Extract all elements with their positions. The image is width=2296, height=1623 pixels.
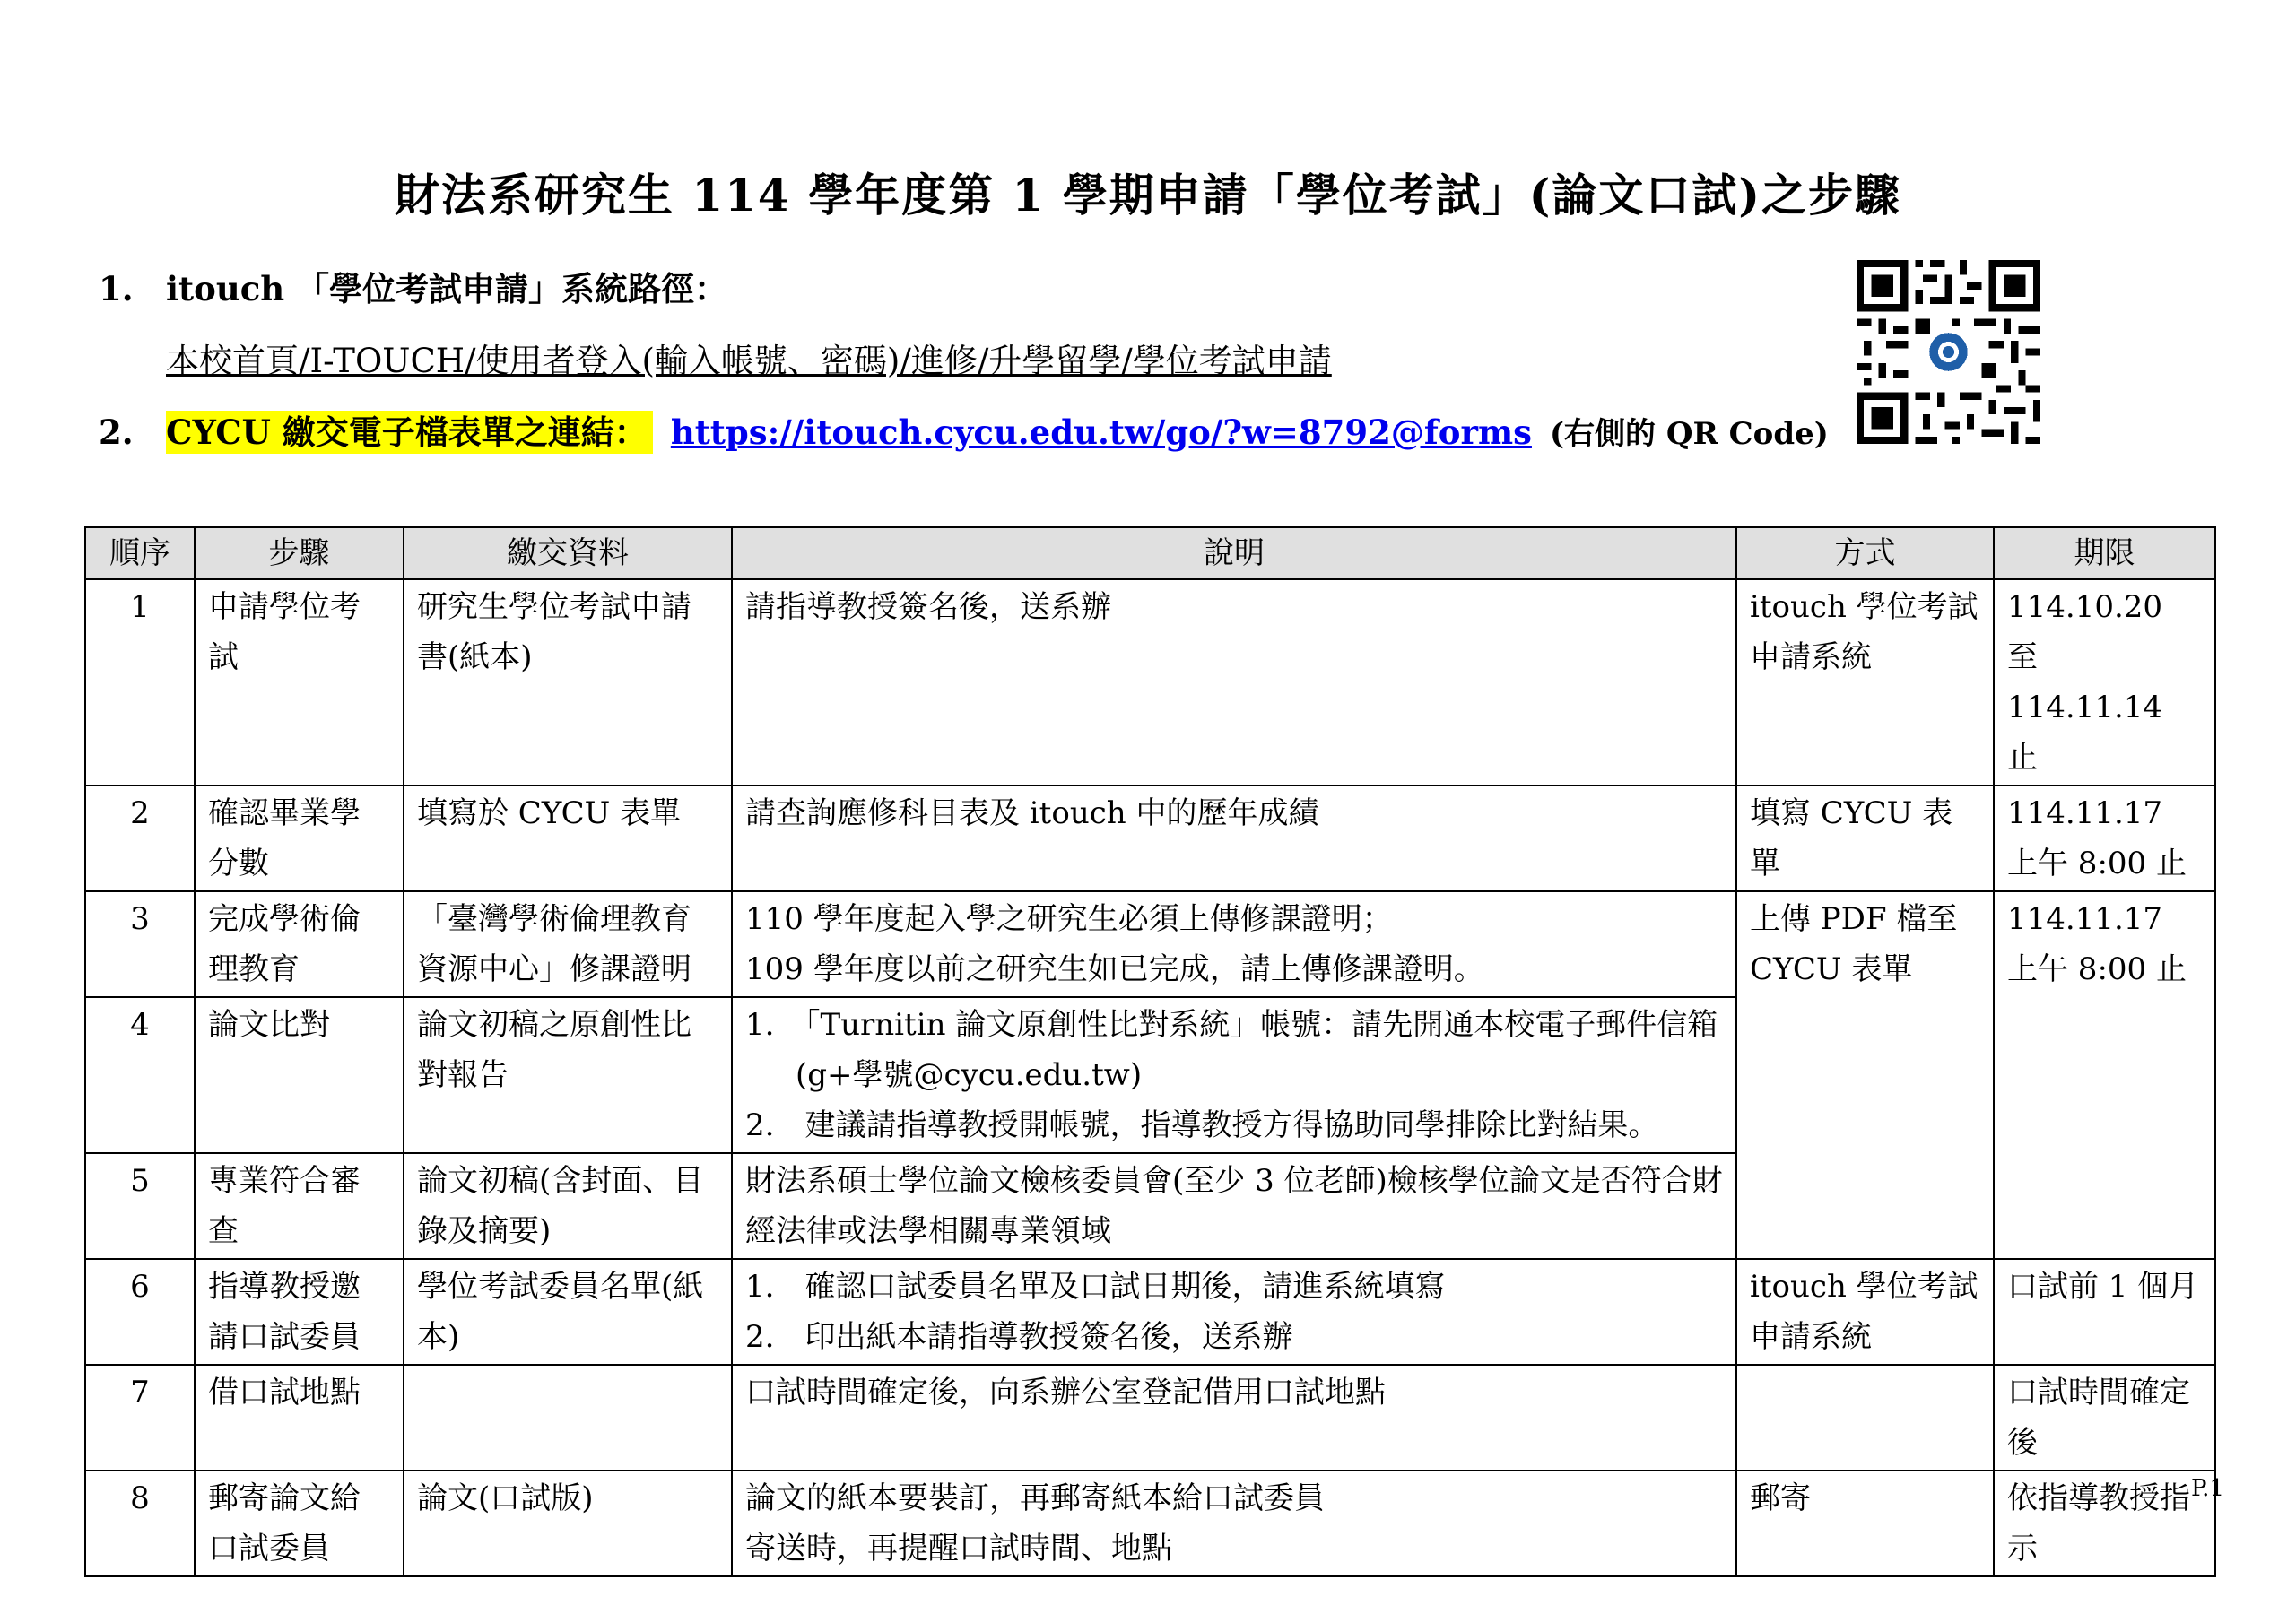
cell-method: 上傳 PDF 檔至 CYCU 表單 xyxy=(1736,891,1994,1259)
cell-material xyxy=(404,1365,732,1471)
highlighted-label: CYCU 繳交電子檔表單之連結： xyxy=(166,411,653,454)
cell-seq: 6 xyxy=(85,1259,195,1365)
table-row xyxy=(85,579,2215,785)
cell-description xyxy=(732,891,1736,997)
deadline-line: 114.10.20 至 xyxy=(2007,589,2163,675)
cell-step: 專業符合審查 xyxy=(195,1153,404,1259)
cell-method xyxy=(1736,1365,1994,1471)
cell-seq: 8 xyxy=(85,1471,195,1576)
table-row xyxy=(85,1471,2215,1576)
desc-line: 請查詢應修科目表及 itouch 中的歷年成績 xyxy=(745,795,1319,831)
header-method: 方式 xyxy=(1736,527,1994,579)
cell-description xyxy=(732,997,1736,1153)
header-seq: 順序 xyxy=(85,527,195,579)
desc-list-item: 1. 確認口試委員名單及口試日期後，請進系統填寫 xyxy=(745,1269,1446,1305)
deadline-line: 上午 8:00 止 xyxy=(2007,846,2187,881)
cell-method: itouch 學位考試申請系統 xyxy=(1736,1259,1994,1365)
desc-line: 請指導教授簽名後，送系辦 xyxy=(745,589,1111,625)
cell-material: 研究生學位考試申請書(紙本) xyxy=(404,579,732,785)
cell-method: 郵寄 xyxy=(1736,1471,1994,1576)
system-path: 本校首頁/I-TOUCH/使用者登入(輸入帳號、密碼)/進修/升學留學/學位考試申請 xyxy=(166,342,1332,380)
cell-deadline: 口試前 1 個月 xyxy=(1994,1259,2215,1365)
cell-deadline xyxy=(1994,785,2215,891)
cell-material: 「臺灣學術倫理教育資源中心」修課證明 xyxy=(404,891,732,997)
cell-deadline xyxy=(1994,891,2215,1259)
desc-line: 論文的紙本要裝訂，再郵寄紙本給口試委員 xyxy=(745,1480,1325,1516)
desc-line: 109 學年度以前之研究生如已完成，請上傳修課證明。 xyxy=(745,951,1484,987)
item-number: 1. xyxy=(99,269,134,308)
header-deadline: 期限 xyxy=(1994,527,2215,579)
deadline-line: 114.11.17 xyxy=(2007,901,2163,937)
cell-description xyxy=(732,1471,1736,1576)
deadline-line: 114.11.17 xyxy=(2007,795,2163,831)
forms-link[interactable]: https://itouch.cycu.edu.tw/go/?w=8792@forms xyxy=(670,412,1532,452)
qr-code-image[interactable] xyxy=(1857,260,2040,444)
table-row xyxy=(85,785,2215,891)
header-material: 繳交資料 xyxy=(404,527,732,579)
cell-seq: 7 xyxy=(85,1365,195,1471)
page-number: P.1 xyxy=(2190,1475,2224,1502)
page-title: 財法系研究生 114 學年度第 1 學期申請「學位考試」(論文口試)之步驟 xyxy=(394,169,1902,221)
desc-list-item: 1. 「Turnitin 論文原創性比對系統」帳號：請先開通本校電子郵件信箱(g+學號@cycu.edu.tw) xyxy=(745,1007,1718,1093)
cell-step: 郵寄論文給口試委員 xyxy=(195,1471,404,1576)
cell-material: 論文(口試版) xyxy=(404,1471,732,1576)
cell-description xyxy=(732,1365,1736,1471)
cell-seq: 2 xyxy=(85,785,195,891)
header-step: 步驟 xyxy=(195,527,404,579)
steps-table xyxy=(84,526,2216,1577)
cell-step: 借口試地點 xyxy=(195,1365,404,1471)
item-text: itouch 「學位考試申請」系統路徑： xyxy=(166,269,728,308)
table-row xyxy=(85,891,2215,997)
desc-line: 財法系碩士學位論文檢核委員會(至少 3 位老師)檢核學位論文是否符合財經法律或法學相關專業領域 xyxy=(745,1163,1723,1249)
cell-step: 確認畢業學分數 xyxy=(195,785,404,891)
table-row xyxy=(85,1259,2215,1365)
cell-seq: 3 xyxy=(85,891,195,997)
desc-list-item: 2. 印出紙本請指導教授簽名後，送系辦 xyxy=(745,1319,1293,1355)
header-description: 說明 xyxy=(732,527,1736,579)
itouch-path-item xyxy=(99,262,727,310)
cell-step: 指導教授邀請口試委員 xyxy=(195,1259,404,1365)
cell-method: 填寫 CYCU 表單 xyxy=(1736,785,1994,891)
cell-description xyxy=(732,1259,1736,1365)
cell-description xyxy=(732,579,1736,785)
cell-material: 學位考試委員名單(紙本) xyxy=(404,1259,732,1365)
cell-deadline: 口試時間確定後 xyxy=(1994,1365,2215,1471)
table-row xyxy=(85,1365,2215,1471)
deadline-line: 114.11.14 止 xyxy=(2007,690,2163,776)
cell-step: 完成學術倫理教育 xyxy=(195,891,404,997)
item-number: 2. xyxy=(99,412,134,452)
cell-description xyxy=(732,1153,1736,1259)
cell-material: 論文初稿之原創性比對報告 xyxy=(404,997,732,1153)
cell-seq: 5 xyxy=(85,1153,195,1259)
cell-material: 填寫於 CYCU 表單 xyxy=(404,785,732,891)
cell-description xyxy=(732,785,1736,891)
cell-step: 申請學位考試 xyxy=(195,579,404,785)
cell-deadline: 依指導教授指示 xyxy=(1994,1471,2215,1576)
form-link-item xyxy=(99,405,1829,454)
cell-material: 論文初稿(含封面、目錄及摘要) xyxy=(404,1153,732,1259)
cell-step: 論文比對 xyxy=(195,997,404,1153)
cell-seq: 1 xyxy=(85,579,195,785)
qr-note: (右側的 QR Code) xyxy=(1549,416,1829,452)
cell-method: itouch 學位考試申請系統 xyxy=(1736,579,1994,785)
desc-line: 寄送時，再提醒口試時間、地點 xyxy=(745,1531,1172,1567)
cell-deadline xyxy=(1994,579,2215,785)
desc-line: 口試時間確定後，向系辦公室登記借用口試地點 xyxy=(745,1375,1386,1410)
deadline-line: 上午 8:00 止 xyxy=(2007,951,2187,987)
table-header-row xyxy=(85,527,2215,579)
desc-line: 110 學年度起入學之研究生必須上傳修課證明； xyxy=(745,901,1393,937)
desc-list-item: 2. 建議請指導教授開帳號，指導教授方得協助同學排除比對結果。 xyxy=(745,1107,1659,1143)
cell-seq: 4 xyxy=(85,997,195,1153)
